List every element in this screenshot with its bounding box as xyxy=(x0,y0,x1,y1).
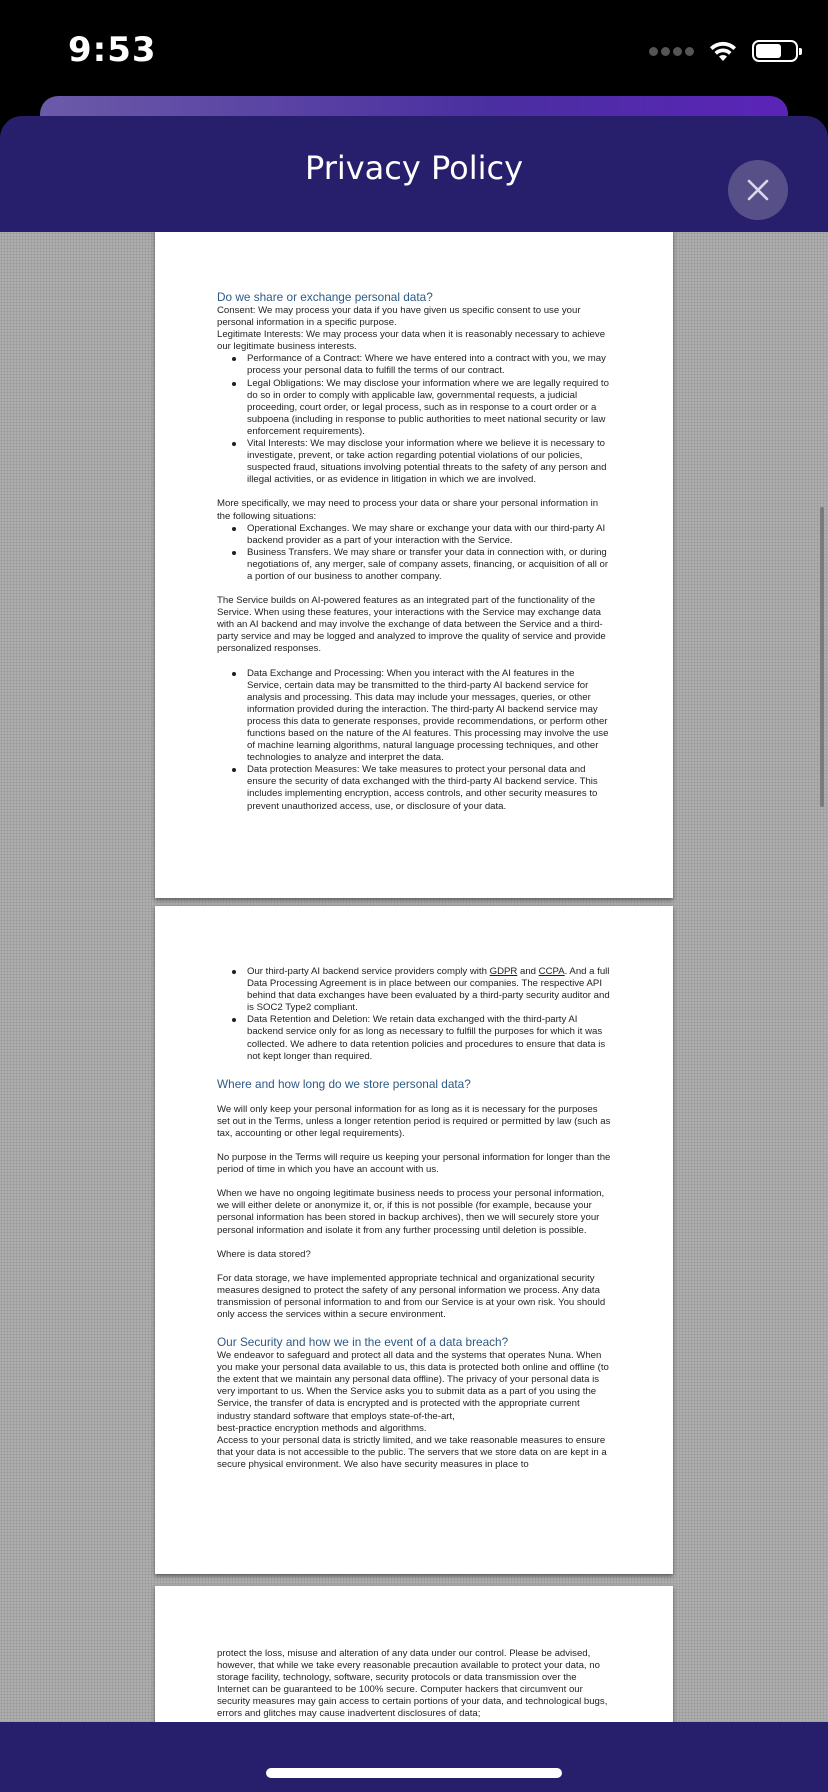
modal-header xyxy=(0,116,828,232)
bullet-list xyxy=(217,966,611,1063)
list-item: Data protection Measures: We take measures to protect your personal data and ensure the security of data exchanged with the third-party AI backend service. This includes implementing encryption, access controls, and other security measures to prevent unauthorized access, use, or disclosure of your data. xyxy=(247,764,611,812)
paragraph: We endeavor to safeguard and protect all data and the systems that operates Nuna. When you make your personal data available to us, this data is protected both online and offline (to the extent that we maintain any personal data offline). The privacy of your personal data is very important to us. When the Service asks you to submit data as a part of you using the Service, the transfer of data is encrypted and is protected with the appropriate current industry standard software that employs state-of-the-art, xyxy=(217,1350,609,1422)
paragraph: No purpose in the Terms will require us keeping your personal information for longer than the period of time in which you have an account with us. xyxy=(217,1152,611,1176)
wifi-icon xyxy=(708,39,738,63)
scroll-indicator[interactable] xyxy=(820,507,824,807)
paragraph: For data storage, we have implemented appropriate technical and organizational security measures designed to protect the safety of any personal information we process. Any data transmission of personal information to and from our Service is at your own risk. You should only access the services within a secure environment. xyxy=(217,1272,606,1320)
close-button[interactable] xyxy=(728,160,788,220)
status-time: 9:53 xyxy=(68,30,157,70)
list-item: Legal Obligations: We may disclose your information where we are legally required to do so in order to comply with applicable law, governmental requests, a judicial proceeding, court order, or legal process, such as in response to a court order or a subpoena (including in response to public authorities to meet national security or law enforcement requirements). xyxy=(247,378,611,438)
paragraph: We will only keep your personal information for as long as it is necessary for the purposes set out in the Terms, unless a longer retention period is required or permitted by law (such as tax, accounting or other legal requirements). xyxy=(217,1103,611,1139)
cellular-signal-icon xyxy=(649,47,694,56)
paragraph: best-practice encryption methods and algorithms. xyxy=(217,1422,427,1434)
list-item xyxy=(247,966,611,1014)
pdf-page-2 xyxy=(155,906,673,1574)
gdpr-link[interactable]: GDPR xyxy=(489,966,518,977)
list-item-text: Our third-party AI backend service providers comply with xyxy=(247,966,490,977)
list-item: Data Retention and Deletion: We retain data exchanged with the third-party AI backend service only for as long as necessary to fulfill the purposes for which it was collected. We adhere to data retention policies and procedures to ensure that data is not kept longer than required. xyxy=(247,1014,611,1062)
status-icons xyxy=(649,36,798,66)
bullet-list xyxy=(217,353,611,486)
paragraph: Consent: We may process your data if you have given us specific consent to use your personal information in a specific purpose. xyxy=(217,305,581,329)
list-item-text: and xyxy=(517,966,539,977)
list-item: Performance of a Contract: Where we have entered into a contract with you, we may process your personal data to fulfill the terms of our contract. xyxy=(247,353,611,377)
paragraph: When we have no ongoing legitimate business needs to process your personal information, we will either delete or anonymize it, or, if this is not possible (for example, because your personal information has been stored in backup archives), then we will securely store your personal information and isolate it from any further processing until deletion is possible. xyxy=(217,1188,605,1236)
list-item: Operational Exchanges. We may share or exchange your data with our third-party AI backend provider as a part of your interaction with the Service. xyxy=(247,523,611,547)
paragraph: Access to your personal data is strictly limited, and we take reasonable measures to ensure that your data is not accessible to the public. The servers that we store data on are kept in a secure physical environment. We also have security measures in place to xyxy=(217,1434,607,1470)
section-heading: Where and how long do we store personal data? xyxy=(217,1076,471,1091)
page-title: Privacy Policy xyxy=(304,149,524,187)
pdf-viewer[interactable] xyxy=(0,232,828,1722)
battery-icon xyxy=(752,40,798,62)
section-heading: Do we share or exchange personal data? xyxy=(217,290,433,304)
list-item-text: . And a full Data Processing Agreement is in place between our companies. The respective API behind that data exchanges have been evaluated by a third-party security auditor and is SOC2 Type2 compliant. xyxy=(247,966,610,1014)
paragraph: Legitimate Interests: We may process your data when it is reasonably necessary to achieve our legitimate business interests. xyxy=(217,329,606,353)
bullet-list xyxy=(217,668,611,813)
list-item: Data Exchange and Processing: When you interact with the AI features in the Service, certain data may be transmitted to the third-party AI backend service for analysis and processing. This data may include your messages, queries, or other information provided during the interaction. The third-party AI backend service may process this data to generate responses, provide recommendations, or perform other functions based on the nature of the AI features. This processing may involve the use of machine learning algorithms, natural language processing techniques, and other technologies to analyze and interpret the data. xyxy=(247,668,611,765)
pdf-page-1 xyxy=(155,232,673,898)
list-item: Vital Interests: We may disclose your information where we believe it is necessary to investigate, prevent, or take action regarding potential violations of our policies, suspected fraud, situations involving potential threats to the safety of any person and illegal activities, or as evidence in litigation in which we are involved. xyxy=(247,438,611,486)
paragraph: protect the loss, misuse and alteration of any data under our control. Please be advised, however, that while we take every reasonable precaution available to protect your data, no storage facility, technology, software, security protocols or data transmission over the Internet can be guaranteed to be 100% secure. Computer hackers that circumvent our security measures may gain access to certain portions of your data, and technological bugs, errors and glitches may cause inadvertent disclosures of data; xyxy=(217,1648,608,1720)
paragraph: The Service builds on AI-powered features as an integrated part of the functionality of the Service. When using these features, your interactions with the Service may exchange data with an AI backend and may involve the exchange of data between the Service and a third-party service and may be logged and analyzed to improve the quality of service and provide personalized responses. xyxy=(217,595,606,655)
battery-level xyxy=(756,44,781,58)
paragraph: More specifically, we may need to process your data or share your personal information in the following situations: xyxy=(217,498,599,522)
paragraph: Where is data stored? xyxy=(217,1248,311,1260)
bullet-list xyxy=(217,523,611,583)
pdf-page-3 xyxy=(155,1586,673,1722)
section-heading: Our Security and how we in the event of a data breach? xyxy=(217,1335,509,1350)
ccpa-link[interactable]: CCPA xyxy=(538,966,565,977)
status-bar xyxy=(0,0,828,100)
bottom-bar xyxy=(0,1722,828,1792)
home-indicator[interactable] xyxy=(266,1768,562,1778)
list-item: Business Transfers. We may share or transfer your data in connection with, or during negotiations of, any merger, sale of company assets, financing, or acquisition of all or a portion of our business to another company. xyxy=(247,547,611,583)
close-icon xyxy=(746,178,770,202)
